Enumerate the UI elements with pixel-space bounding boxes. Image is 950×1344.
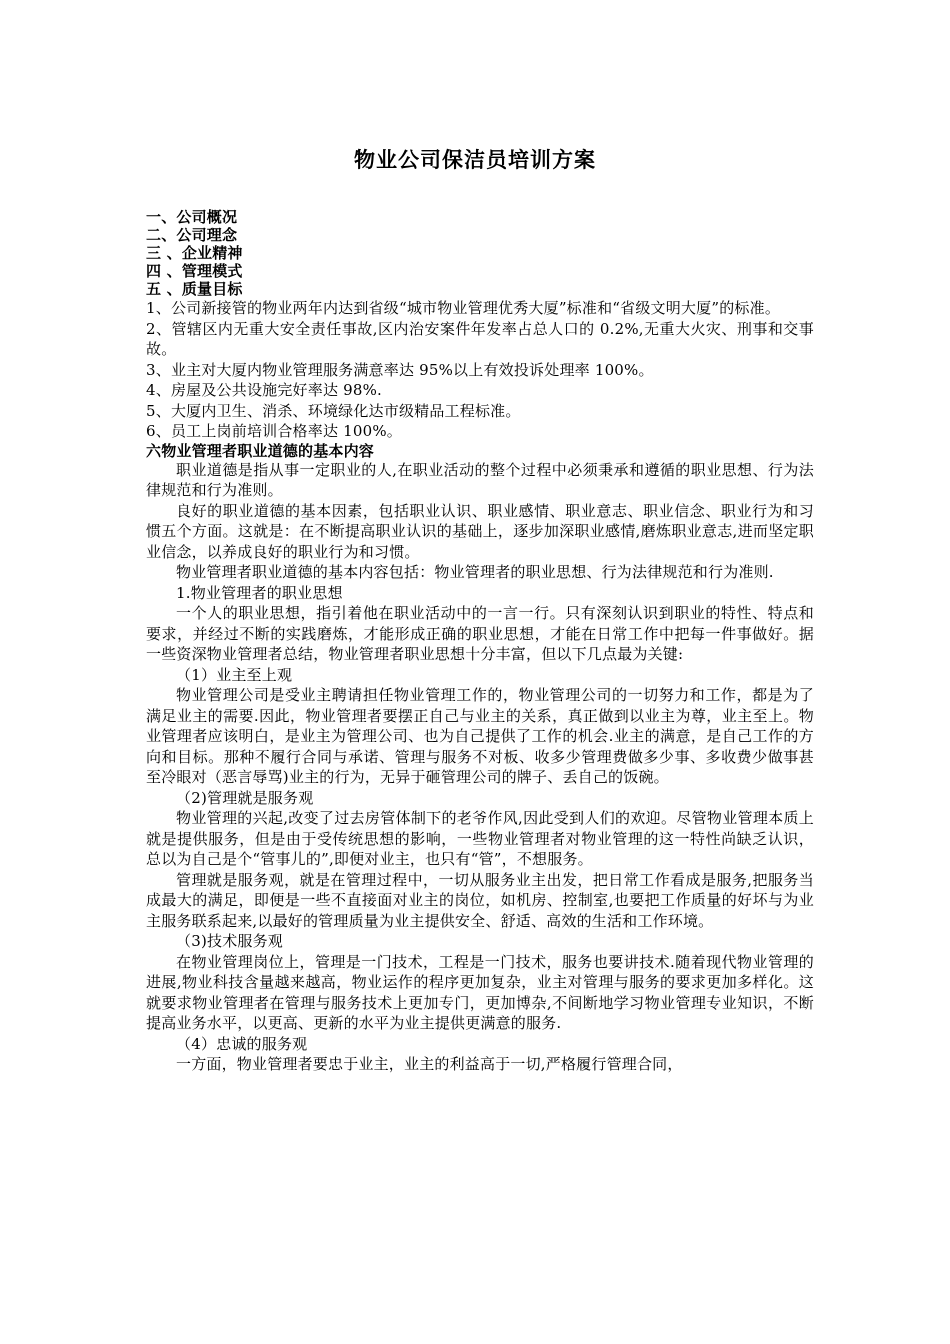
paragraph: 管理就是服务观，就是在管理过程中，一切从服务业主出发，把日常工作看成是服务,把服务当成最大的满足，即便是一些不直接面对业主的岗位，如机房、控制室,也要把工作质量的好坏与为业主服务联系起来,以最好的管理质量为业主提供安全、舒适、高效的生活和工作环境。 xyxy=(146,870,814,930)
goal-item: 4、房屋及公共设施完好率达 98%. xyxy=(146,381,383,399)
paragraph: 一个人的职业思想，指引着他在职业活动中的一言一行。只有深刻认识到职业的特性、特点和要求，并经过不断的实践磨炼，才能形成正确的职业思想，才能在日常工作中把每一件事做好。据一些资深物业管理者总结，物业管理者职业思想十分丰富，但以下几点最为关键: xyxy=(146,604,814,663)
heading-company-overview: 一、公司概况 xyxy=(146,208,238,226)
goal-item: 2、管辖区内无重大安全责任事故,区内治安案件年发率占总人口的 0.2%,无重大火灾、刑事和交事故。 xyxy=(146,319,814,358)
heading-professional-ethics: 六物业管理者职业道德的基本内容 xyxy=(146,441,375,460)
paragraph: 职业道德是指从事一定职业的人,在职业活动的整个过程中必须秉承和遵循的职业思想、行为法律规范和行为准则。 xyxy=(146,460,814,499)
heading-management-model: 四 、管理模式 xyxy=(146,262,243,280)
paragraph: 一方面，物业管理者要忠于业主，业主的利益高于一切,严格履行管理合同， xyxy=(176,1055,683,1073)
subheading: （1）业主至上观 xyxy=(176,665,293,684)
goal-item: 1、公司新接管的物业两年内达到省级“城市物业管理优秀大厦”标准和“省级文明大厦”的标准。 xyxy=(146,299,781,317)
paragraph: 物业管理者职业道德的基本内容包括：物业管理者的职业思想、行为法律规范和行为准则. xyxy=(176,563,774,581)
goal-item: 5、大厦内卫生、消杀、环境绿化达市级精品工程标准。 xyxy=(146,401,521,420)
document-title: 物业公司保洁员培训方案 xyxy=(354,148,596,172)
document-body xyxy=(146,208,814,1075)
paragraph: 物业管理公司是受业主聘请担任物业管理工作的，物业管理公司的一切努力和工作，都是为了满足业主的需要.因此，物业管理者要摆正自己与业主的关系，真正做到以业主为尊，业主至上。物业管理者应该明白，是业主为管理公司、也为自己提供了工作的机会.业主的满意，是自己工作的方向和目标。那种不履行合同与承诺、管理与服务不对板、收多少管理费做多少事、多收费少做事甚至冷眼对（恶言辱骂)业主的行为，无异于砸管理公司的牌子、丢自己的饭碗。 xyxy=(146,686,814,786)
goal-item: 3、业主对大厦内物业管理服务满意率达 95%以上有效投诉处理率 100%。 xyxy=(146,360,654,379)
subheading: （2)管理就是服务观 xyxy=(176,788,314,807)
heading-enterprise-spirit: 三 、企业精神 xyxy=(146,244,243,262)
subheading: 1.物业管理者的职业思想 xyxy=(176,583,343,602)
heading-quality-goals: 五 、质量目标 xyxy=(146,280,243,298)
subheading: （3)技术服务观 xyxy=(176,932,283,950)
goal-item: 6、员工上岗前培训合格率达 100%。 xyxy=(146,422,402,440)
subheading: （4）忠诚的服务观 xyxy=(176,1034,308,1053)
paragraph: 在物业管理岗位上，管理是一门技术，工程是一门技术，服务也要讲技术.随着现代物业管理的进展,物业科技含量越来越高，物业运作的程序更加复杂，业主对管理与服务的要求更加多样化。这就要求物业管理者在管理与服务技术上更加专门，更加博杂,不间断地学习物业管理专业知识，不断提高业务水平，以更高、更新的水平为业主提供更满意的服务. xyxy=(146,952,814,1032)
heading-company-philosophy: 二、公司理念 xyxy=(146,226,238,244)
paragraph: 良好的职业道德的基本因素，包括职业认识、职业感情、职业意志、职业信念、职业行为和习惯五个方面。这就是：在不断提高职业认识的基础上，逐步加深职业感情,磨炼职业意志,进而坚定职业信念，以养成良好的职业行为和习惯。 xyxy=(146,501,814,561)
paragraph: 物业管理的兴起,改变了过去房管体制下的老爷作风,因此受到人们的欢迎。尽管物业管理本质上就是提供服务，但是由于受传统思想的影响，一些物业管理者对物业管理的这一特性尚缺乏认识，总以为自己是个“管事儿的”,即便对业主，也只有“管”，不想服务。 xyxy=(146,809,814,868)
